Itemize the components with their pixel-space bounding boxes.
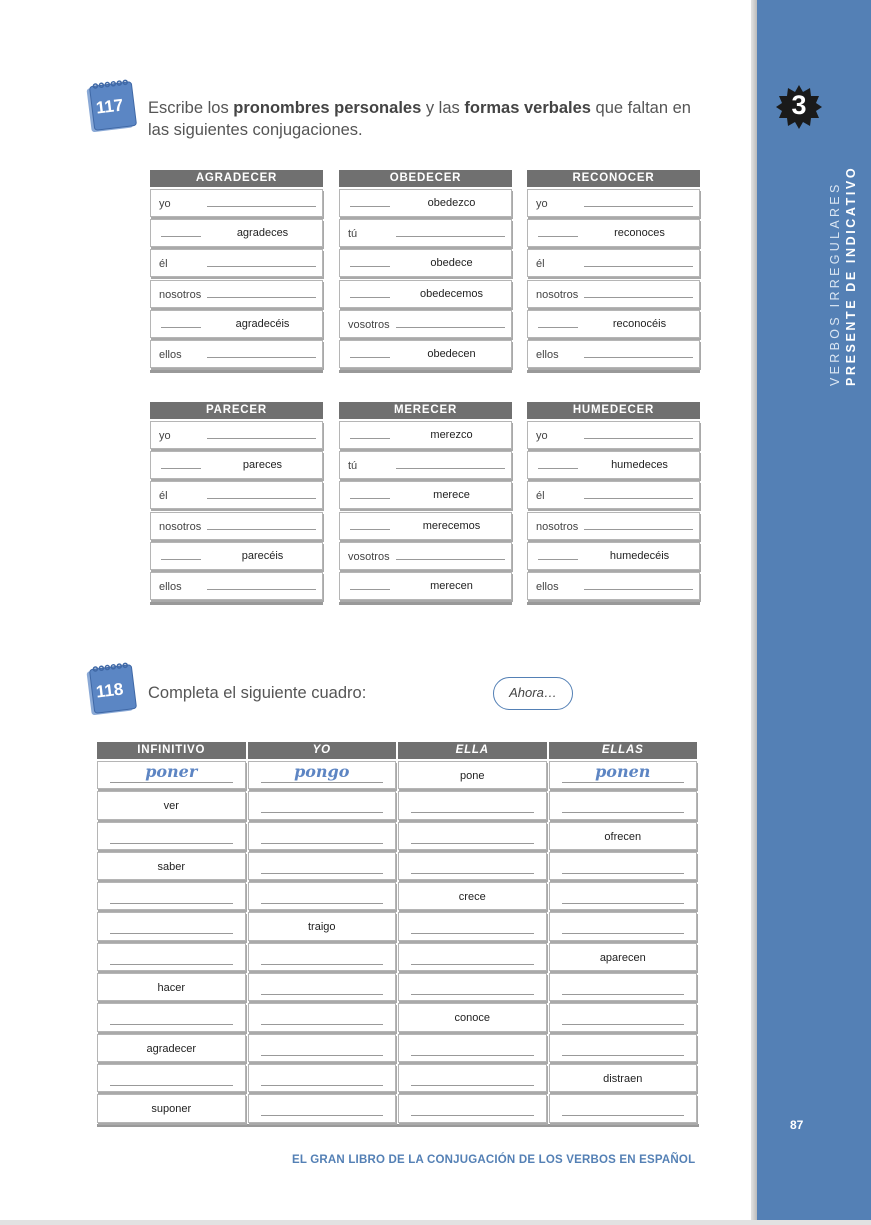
pronoun-label: nosotros xyxy=(159,288,202,301)
grid-row xyxy=(97,1094,699,1122)
pronoun-blank[interactable] xyxy=(350,297,390,298)
answer-blank[interactable] xyxy=(562,1055,685,1056)
conjugation-row xyxy=(150,542,323,570)
grid-row xyxy=(97,1003,699,1031)
verb-form-label: humedecéis xyxy=(609,549,670,562)
book-title-footer: EL GRAN LIBRO DE LA CONJUGACIÓN DE LOS VERBOS EN ESPAÑOL xyxy=(292,1154,696,1166)
conjugation-row xyxy=(527,249,700,277)
bottom-page-edge xyxy=(0,1220,871,1225)
pronoun-label: él xyxy=(159,258,168,271)
verb-form-blank[interactable] xyxy=(207,589,316,590)
conjugation-table-title: MERECER xyxy=(339,402,512,419)
grid-header-cell: YO xyxy=(248,742,397,759)
pronoun-blank[interactable] xyxy=(350,498,390,499)
conjugation-row xyxy=(339,421,512,449)
instruction-text: que faltan en xyxy=(590,99,691,117)
printed-verb-form: saber xyxy=(157,860,186,873)
grid-cell[interactable] xyxy=(398,822,547,850)
pronoun-label: vosotros xyxy=(348,550,390,563)
answer-blank[interactable] xyxy=(261,964,384,965)
answer-blank[interactable] xyxy=(261,994,384,995)
handwritten-answer: poner xyxy=(145,762,198,781)
verb-form-blank[interactable] xyxy=(584,357,693,358)
conjugation-row xyxy=(527,572,700,600)
verb-form-blank[interactable] xyxy=(396,327,505,328)
grid-cell[interactable] xyxy=(248,973,397,1001)
grid-cell[interactable] xyxy=(97,1064,246,1092)
verb-form-blank[interactable] xyxy=(396,468,505,469)
verb-form-label: merece xyxy=(433,489,470,502)
verb-form-label: merecen xyxy=(430,579,473,592)
verb-form-label: merecemos xyxy=(422,519,481,532)
answer-blank[interactable] xyxy=(562,1024,685,1025)
grid-cell[interactable] xyxy=(398,1034,547,1062)
verb-form-blank[interactable] xyxy=(584,529,693,530)
grid-cell xyxy=(97,973,246,1001)
grid-cell[interactable] xyxy=(97,1003,246,1031)
grid-cell xyxy=(97,791,246,819)
printed-verb-form: agradecer xyxy=(146,1042,197,1055)
answer-blank[interactable] xyxy=(411,873,534,874)
printed-verb-form: aparecen xyxy=(599,951,646,964)
table-bottom-bar xyxy=(339,370,512,373)
grid-cell[interactable] xyxy=(549,1094,698,1122)
grid-row xyxy=(97,882,699,910)
pronoun-label: yo xyxy=(536,430,548,442)
verb-form-label: humedeces xyxy=(611,459,668,472)
answer-blank[interactable] xyxy=(562,873,685,874)
sidebar-title xyxy=(827,166,859,386)
verb-form-blank[interactable] xyxy=(584,498,693,499)
verb-form-label: agradeces xyxy=(236,227,289,240)
instruction-text: y las xyxy=(421,99,465,117)
grid-cell xyxy=(549,943,698,971)
verb-form-blank[interactable] xyxy=(396,559,505,560)
answer-line xyxy=(110,782,233,783)
grid-cell[interactable] xyxy=(97,943,246,971)
grid-cell xyxy=(97,761,246,789)
verb-form-blank[interactable] xyxy=(584,297,693,298)
printed-verb-form: distraen xyxy=(603,1072,643,1085)
exercise-117-number: 117 xyxy=(94,95,125,118)
pronoun-label: nosotros xyxy=(536,520,579,533)
grid-cell[interactable] xyxy=(248,1034,397,1062)
conjugation-table-title: RECONOCER xyxy=(527,170,700,187)
grid-cell[interactable] xyxy=(248,882,397,910)
grid-cell xyxy=(398,1003,547,1031)
chapter-number: 3 xyxy=(791,90,807,120)
answer-blank[interactable] xyxy=(110,843,233,844)
answer-blank[interactable] xyxy=(110,933,233,934)
grid-cell[interactable] xyxy=(248,791,397,819)
answer-line xyxy=(261,782,384,783)
conjugation-row xyxy=(150,512,323,540)
conjugation-row xyxy=(150,189,323,217)
pronoun-label: nosotros xyxy=(536,288,579,301)
grid-cell[interactable] xyxy=(248,852,397,880)
conjugation-row xyxy=(339,451,512,479)
answer-blank[interactable] xyxy=(110,964,233,965)
conjugation-row xyxy=(527,451,700,479)
verb-form-blank[interactable] xyxy=(207,206,316,207)
verb-form-label: agradecéis xyxy=(235,317,290,330)
page-number: 87 xyxy=(790,1118,804,1132)
answer-blank[interactable] xyxy=(562,812,685,813)
answer-blank[interactable] xyxy=(261,873,384,874)
conjugation-table xyxy=(527,402,700,605)
grid-row xyxy=(97,791,699,819)
pronoun-label: yo xyxy=(159,198,171,210)
conjugation-row xyxy=(339,189,512,217)
pronoun-blank[interactable] xyxy=(161,559,201,560)
conjugation-row xyxy=(150,421,323,449)
verb-form-label: obedece xyxy=(430,257,473,270)
verb-form-label: obedecen xyxy=(427,347,476,360)
answer-blank[interactable] xyxy=(562,933,685,934)
verb-form-blank[interactable] xyxy=(207,438,316,439)
conjugation-row xyxy=(527,280,700,308)
conjugation-row xyxy=(527,542,700,570)
answer-blank[interactable] xyxy=(261,812,384,813)
conjugation-row xyxy=(150,249,323,277)
answer-blank[interactable] xyxy=(261,903,384,904)
pronoun-blank[interactable] xyxy=(538,559,578,560)
grid-cell[interactable] xyxy=(549,1034,698,1062)
verb-form-label: obedecemos xyxy=(420,287,483,300)
conjugation-row xyxy=(339,512,512,540)
grid-cell xyxy=(549,822,698,850)
instruction-text: Escribe los xyxy=(148,99,234,117)
grid-header-cell: ELLA xyxy=(398,742,547,759)
grid-cell[interactable] xyxy=(549,912,698,940)
conjugation-row xyxy=(150,340,323,368)
pronoun-blank[interactable] xyxy=(161,236,201,237)
table-bottom-bar xyxy=(339,602,512,605)
verb-form-label: merezco xyxy=(430,429,473,441)
conjugation-row xyxy=(339,542,512,570)
handwritten-answer: pongo xyxy=(294,762,350,781)
table-bottom-bar xyxy=(527,370,700,373)
answer-blank[interactable] xyxy=(411,964,534,965)
grid-cell[interactable] xyxy=(398,791,547,819)
grid-cell[interactable] xyxy=(398,852,547,880)
answer-blank[interactable] xyxy=(562,994,685,995)
conjugation-table xyxy=(339,402,512,605)
answer-blank[interactable] xyxy=(411,1115,534,1116)
grid-cell[interactable] xyxy=(248,1064,397,1092)
conjugation-row xyxy=(150,219,323,247)
grid-cell xyxy=(549,1064,698,1092)
printed-verb-form: crece xyxy=(458,891,486,904)
instruction-bold-pronouns: pronombres personales xyxy=(233,99,422,117)
pronoun-label: vosotros xyxy=(348,318,390,331)
answer-blank[interactable] xyxy=(411,994,534,995)
answer-blank[interactable] xyxy=(562,903,685,904)
conjugation-row xyxy=(150,451,323,479)
answer-blank[interactable] xyxy=(411,933,534,934)
answer-blank[interactable] xyxy=(562,1115,685,1116)
grid-cell[interactable] xyxy=(549,973,698,1001)
answer-blank[interactable] xyxy=(261,1115,384,1116)
verb-form-label: obedezco xyxy=(427,197,476,209)
conjugation-table-title: HUMEDECER xyxy=(527,402,700,419)
grid-row xyxy=(97,973,699,1001)
grid-cell[interactable] xyxy=(549,1003,698,1031)
grid-header-cell: ELLAS xyxy=(549,742,698,759)
grid-cell[interactable] xyxy=(97,822,246,850)
conjugation-row xyxy=(150,280,323,308)
pronoun-blank[interactable] xyxy=(350,589,390,590)
conjugation-row xyxy=(527,219,700,247)
verb-form-blank[interactable] xyxy=(207,266,316,267)
conjugation-table xyxy=(339,170,512,373)
grid-cell[interactable] xyxy=(97,912,246,940)
answer-blank[interactable] xyxy=(261,843,384,844)
conjugation-row xyxy=(339,219,512,247)
exercise-118-instruction: Completa el siguiente cuadro: xyxy=(148,684,367,702)
conjugation-row xyxy=(150,572,323,600)
verb-form-blank[interactable] xyxy=(584,589,693,590)
exercise-117-instruction xyxy=(148,97,738,141)
verb-form-blank[interactable] xyxy=(396,236,505,237)
pronoun-blank[interactable] xyxy=(350,357,390,358)
conjugation-row xyxy=(339,280,512,308)
table-bottom-bar xyxy=(527,602,700,605)
answer-blank[interactable] xyxy=(110,1085,233,1086)
printed-verb-form: hacer xyxy=(157,982,186,995)
pronoun-label: él xyxy=(159,490,168,503)
conjugation-table-title: PARECER xyxy=(150,402,323,419)
grid-bottom-bar xyxy=(97,1124,699,1127)
conjugation-row xyxy=(527,481,700,509)
conjugation-row xyxy=(150,310,323,338)
grid-cell[interactable] xyxy=(398,1064,547,1092)
grid-cell xyxy=(549,761,698,789)
answer-blank[interactable] xyxy=(411,1055,534,1056)
conjugation-row xyxy=(339,481,512,509)
answer-blank[interactable] xyxy=(261,1024,384,1025)
grid-row xyxy=(97,852,699,880)
conjugation-row xyxy=(527,512,700,540)
conjugation-grid xyxy=(97,742,699,1127)
conjugation-row xyxy=(339,310,512,338)
grid-cell[interactable] xyxy=(248,943,397,971)
pronoun-blank[interactable] xyxy=(538,236,578,237)
pronoun-label: yo xyxy=(536,198,548,210)
grid-cell xyxy=(248,761,397,789)
answer-blank[interactable] xyxy=(411,812,534,813)
pronoun-blank[interactable] xyxy=(161,327,201,328)
grid-cell[interactable] xyxy=(248,822,397,850)
grid-row xyxy=(97,943,699,971)
pronoun-label: ellos xyxy=(536,348,559,361)
answer-blank[interactable] xyxy=(110,903,233,904)
conjugation-table-title: AGRADECER xyxy=(150,170,323,187)
conjugation-row xyxy=(339,340,512,368)
exercise-118-number: 118 xyxy=(94,679,125,702)
pronoun-blank[interactable] xyxy=(161,468,201,469)
grid-header-cell: INFINITIVO xyxy=(97,742,246,759)
sidebar-title-line1: VERBOS IRREGULARES xyxy=(828,181,842,386)
sidebar-title-line2: PRESENTE DE INDICATIVO xyxy=(844,165,858,386)
instruction-bold-forms: formas verbales xyxy=(464,99,591,117)
conjugation-table xyxy=(527,170,700,373)
pronoun-label: ellos xyxy=(159,580,182,593)
verb-form-blank[interactable] xyxy=(207,498,316,499)
pronoun-blank[interactable] xyxy=(350,529,390,530)
grid-cell[interactable] xyxy=(398,912,547,940)
answer-line xyxy=(562,782,685,783)
pronoun-blank[interactable] xyxy=(350,206,390,207)
printed-verb-form: traigo xyxy=(307,921,336,934)
conjugation-row xyxy=(527,189,700,217)
grid-row xyxy=(97,822,699,850)
conjugation-row xyxy=(339,572,512,600)
grid-cell xyxy=(398,761,547,789)
grid-row xyxy=(97,1034,699,1062)
verb-form-blank[interactable] xyxy=(207,297,316,298)
answer-blank[interactable] xyxy=(411,843,534,844)
pronoun-label: tú xyxy=(348,228,358,241)
conjugation-row xyxy=(150,481,323,509)
instruction-text-line2: las siguientes conjugaciones. xyxy=(148,121,363,139)
handwritten-answer: ponen xyxy=(595,762,651,781)
answer-blank[interactable] xyxy=(261,1055,384,1056)
printed-verb-form: ver xyxy=(163,800,179,813)
verb-form-label: parecéis xyxy=(241,549,284,562)
ahora-badge: Ahora… xyxy=(493,677,573,710)
grid-cell[interactable] xyxy=(549,882,698,910)
answer-blank[interactable] xyxy=(261,1085,384,1086)
conjugation-table xyxy=(150,402,323,605)
verb-form-blank[interactable] xyxy=(584,266,693,267)
grid-row xyxy=(97,912,699,940)
answer-blank[interactable] xyxy=(110,1024,233,1025)
grid-cell[interactable] xyxy=(248,1094,397,1122)
grid-row xyxy=(97,1064,699,1092)
pronoun-label: ellos xyxy=(159,348,182,361)
conjugation-table xyxy=(150,170,323,373)
grid-cell[interactable] xyxy=(549,852,698,880)
conjugation-row xyxy=(527,340,700,368)
grid-cell xyxy=(97,1094,246,1122)
printed-verb-form: pone xyxy=(460,770,485,782)
grid-cell[interactable] xyxy=(398,1094,547,1122)
pronoun-label: él xyxy=(536,490,545,503)
table-bottom-bar xyxy=(150,602,323,605)
printed-verb-form: conoce xyxy=(454,1012,490,1025)
verb-form-blank[interactable] xyxy=(207,529,316,530)
verb-form-blank[interactable] xyxy=(584,206,693,207)
conjugation-table-title: OBEDECER xyxy=(339,170,512,187)
table-bottom-bar xyxy=(150,370,323,373)
pronoun-label: tú xyxy=(348,460,358,473)
grid-cell xyxy=(248,912,397,940)
grid-cell[interactable] xyxy=(398,973,547,1001)
answer-blank[interactable] xyxy=(411,1085,534,1086)
pronoun-blank[interactable] xyxy=(538,468,578,469)
pronoun-label: él xyxy=(536,258,545,271)
conjugation-row xyxy=(527,421,700,449)
pronoun-blank[interactable] xyxy=(350,266,390,267)
pronoun-blank[interactable] xyxy=(538,327,578,328)
grid-cell xyxy=(398,882,547,910)
grid-cell xyxy=(97,852,246,880)
pronoun-blank[interactable] xyxy=(350,438,390,439)
grid-cell[interactable] xyxy=(398,943,547,971)
verb-form-label: reconoces xyxy=(614,227,665,240)
printed-verb-form: suponer xyxy=(151,1103,192,1116)
pronoun-label: yo xyxy=(159,430,171,442)
grid-cell[interactable] xyxy=(248,1003,397,1031)
verb-form-label: reconocéis xyxy=(612,317,667,330)
verb-form-blank[interactable] xyxy=(584,438,693,439)
conjugation-row xyxy=(527,310,700,338)
grid-cell[interactable] xyxy=(549,791,698,819)
pronoun-label: ellos xyxy=(536,580,559,593)
pronoun-label: nosotros xyxy=(159,520,202,533)
example-row xyxy=(97,761,699,789)
conjugation-row xyxy=(339,249,512,277)
grid-cell xyxy=(97,1034,246,1062)
verb-form-label: pareces xyxy=(242,459,283,472)
verb-form-blank[interactable] xyxy=(207,357,316,358)
grid-cell[interactable] xyxy=(97,882,246,910)
printed-verb-form: ofrecen xyxy=(604,830,642,843)
